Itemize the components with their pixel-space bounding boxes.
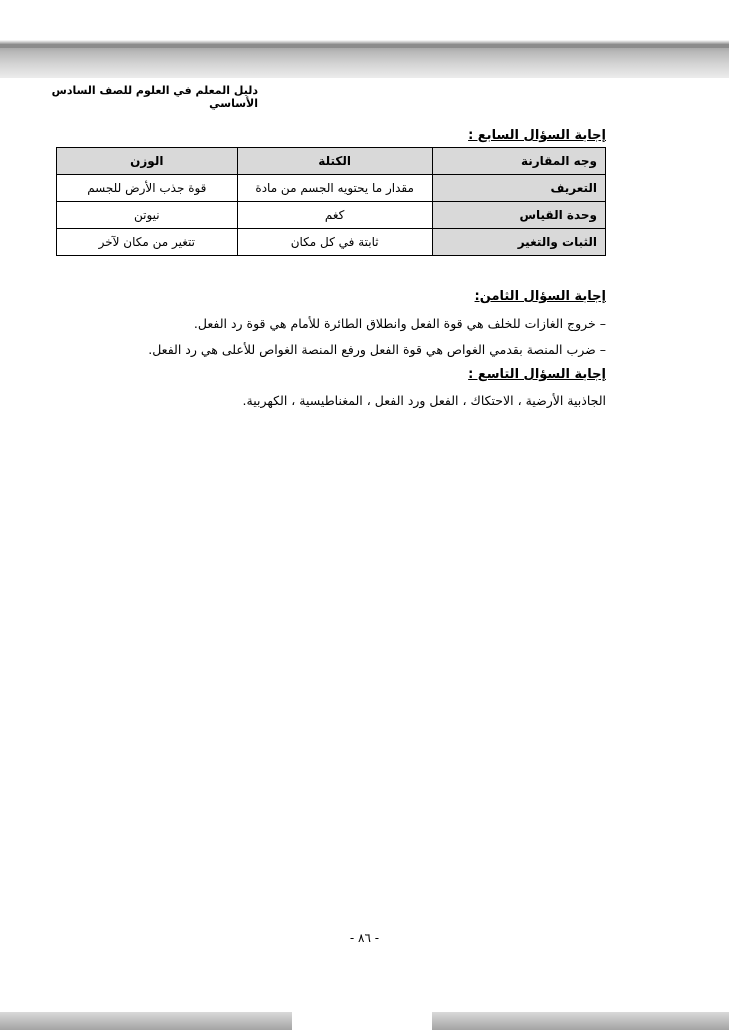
table-header-cell: وجه المقارنة [432, 148, 605, 175]
table-cell: مقدار ما يحتويه الجسم من مادة [237, 175, 432, 202]
q9-title: إجابة السؤال التاسع : [468, 367, 606, 382]
table-cell: كغم [237, 202, 432, 229]
table-cell: ثابتة في كل مكان [237, 229, 432, 256]
table-cell: قوة جذب الأرض للجسم [57, 175, 238, 202]
table-header-cell: الكتلة [237, 148, 432, 175]
table-row [57, 175, 606, 202]
table-header-row [57, 148, 606, 175]
q7-title: إجابة السؤال السابع : [468, 128, 606, 143]
table-row-head: وحدة القياس [432, 202, 605, 229]
table-row-head: التعريف [432, 175, 605, 202]
bottom-decorative-strip-right [432, 1012, 729, 1030]
comparison-table [56, 147, 606, 256]
table-cell: نيوتن [57, 202, 238, 229]
running-header: دليل المعلم في العلوم للصف السادس الأساسي [51, 84, 258, 110]
q8-answer-line: – خروج الغازات للخلف هي قوة الفعل وانطلاق الطائرة للأمام هي قوة رد الفعل. [193, 316, 606, 331]
top-decorative-band [0, 0, 729, 78]
table-row [57, 202, 606, 229]
top-band-stripe [0, 44, 729, 48]
q8-answer-line: – ضرب المنصة بقدمي الغواص هي قوة الفعل ورفع المنصة الغواص للأعلى هي رد الفعل. [148, 342, 606, 357]
table-row-head: الثبات والتغير [432, 229, 605, 256]
q9-answer-line: الجاذبية الأرضية ، الاحتكاك ، الفعل ورد الفعل ، المغناطيسية ، الكهربية. [242, 393, 606, 408]
table-header-cell: الوزن [57, 148, 238, 175]
page-number: - ٨٦ - [349, 931, 380, 945]
q8-title: إجابة السؤال الثامن: [474, 289, 606, 304]
table-row [57, 229, 606, 256]
bottom-decorative-strip-left [0, 1012, 292, 1030]
table-cell: تتغير من مكان لآخر [57, 229, 238, 256]
